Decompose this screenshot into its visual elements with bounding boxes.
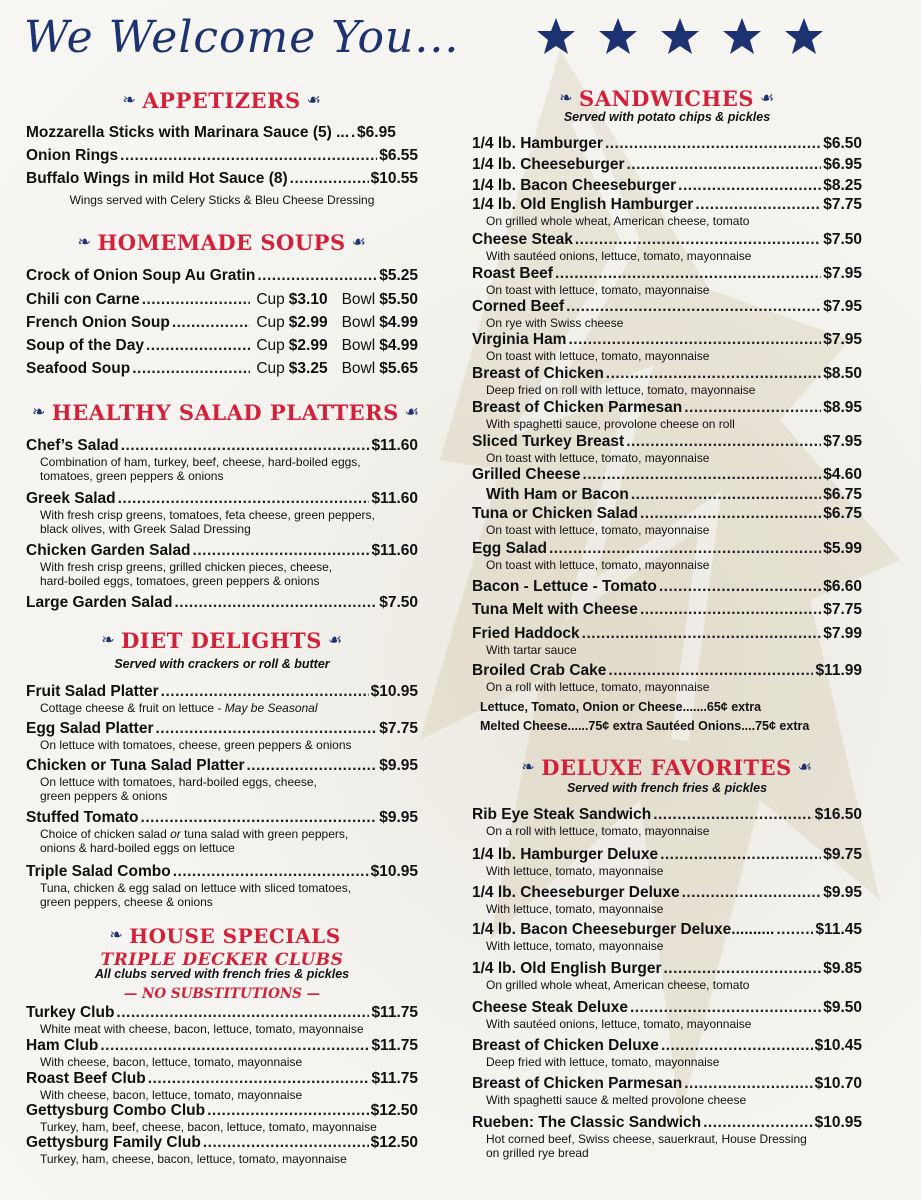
flourish-icon: ☙ [797,757,813,776]
soup-item: French Onion Soup ..... Cup $2.99 Bowl $4.99 [26,314,418,332]
soup-item: Chili con Carne ..... Cup $3.10 Bowl $5.50 [26,291,418,309]
menu-item: 1/4 lb. Cheeseburger ..... $6.95 [472,156,862,174]
star-icon [536,16,576,56]
sandwiches-subtitle: Served with potato chips & pickles [563,110,771,124]
menu-item: Cheese Steak ..... $7.50 With sautéed onions, lettuce, tomato, mayonnaise [472,231,862,263]
deluxe-heading: ❧ DELUXE FAVORITES ☙ [521,755,813,780]
salads-heading: ❧ HEALTHY SALAD PLATTERS ☙ [32,400,420,425]
menu-item: Mozzarella Sticks with Marinara Sauce (5) ... ..... $6.95 [26,124,418,142]
menu-item: Breast of Chicken Parmesan ..... $8.95 With spaghetti sauce, provolone cheese on roll [472,399,862,431]
appetizers-heading: ❧ APPETIZERS ☙ [122,88,322,113]
menu-item: Virginia Ham ..... $7.95 On toast with lettuce, tomato, mayonnaise [472,331,862,363]
extras-line: Melted Cheese......75¢ extra Sautéed Onions....75¢ extra [480,719,810,733]
triple-decker-heading: TRIPLE DECKER CLUBS [100,950,344,970]
menu-item: Crock of Onion Soup Au Gratin ..... $5.25 [26,267,418,285]
menu-item: 1/4 lb. Bacon Cheeseburger ..... $8.25 [472,177,862,195]
menu-item: Ham Club ..... $11.75 With cheese, bacon, lettuce, tomato, mayonnaise [26,1037,418,1069]
diet-subtitle: Served with crackers or roll & butter [114,657,330,671]
menu-item: 1/4 lb. Old English Hamburger ..... $7.75 On grilled whole wheat, American cheese, tomato [472,196,862,228]
star-icon [660,16,700,56]
soups-heading: ❧ HOMEMADE SOUPS ☙ [77,230,367,255]
flourish-icon: ❧ [521,757,536,776]
menu-item: Rib Eye Steak Sandwich ..... $16.50 On a roll with lettuce, tomato, mayonnaise [472,806,862,838]
menu-item: 1/4 lb. Old English Burger ..... $9.85 On grilled whole wheat, American cheese, tomato [472,960,862,992]
menu-item: Large Garden Salad ..... $7.50 [26,594,418,612]
menu-item: Onion Rings ..... $6.55 [26,147,418,165]
soup-item: Soup of the Day ..... Cup $2.99 Bowl $4.99 [26,337,418,355]
star-row [536,16,824,56]
menu-item: Gettysburg Family Club ..... $12.50 Turkey, ham, cheese, bacon, lettuce, tomato, mayonnaise [26,1134,418,1166]
flourish-icon: ❧ [101,630,116,649]
flourish-icon: ☙ [760,88,775,107]
extras-line: Lettuce, Tomato, Onion or Cheese.......65¢ extra [480,700,762,714]
item-note: Wings served with Celery Sticks & Bleu Cheese Dressing [69,193,375,207]
star-icon [722,16,762,56]
menu-item: With Ham or Bacon ..... $6.75 [472,486,862,504]
star-icon [598,16,638,56]
menu-item: Fried Haddock ..... $7.99 With tartar sauce [472,625,862,657]
menu-item: Tuna or Chicken Salad ..... $6.75 On toast with lettuce, tomato, mayonnaise [472,505,862,537]
menu-item: Breast of Chicken Deluxe ..... $10.45 Deep fried with lettuce, tomato, mayonnaise [472,1037,862,1069]
welcome-title: We Welcome You... [24,12,460,63]
menu-item: Breast of Chicken Parmesan ..... $10.70 With spaghetti sauce & melted provolone cheese [472,1075,862,1107]
menu-item: 1/4 lb. Bacon Cheeseburger Deluxe.......... ..... $11.45 With lettuce, tomato, mayonnaise [472,921,862,953]
menu-item: Tuna Melt with Cheese ..... $7.75 [472,601,862,619]
flourish-icon: ☙ [327,630,343,649]
menu-item: Grilled Cheese ..... $4.60 [472,466,862,484]
clubs-subtitle: All clubs served with french fries & pickles [94,967,350,981]
menu-item: Turkey Club ..... $11.75 White meat with cheese, bacon, lettuce, tomato, mayonnaise [26,1004,418,1036]
menu-item: Greek Salad ..... $11.60 With fresh crisp greens, tomatoes, feta cheese, green peppers, black olives, with Greek Salad Dressing [26,490,418,536]
menu-item: Triple Salad Combo ..... $10.95 Tuna, chicken & egg salad on lettuce with sliced tomatoes, green peppers, cheese & onions [26,863,418,909]
menu-item: Roast Beef Club ..... $11.75 With cheese, bacon, lettuce, tomato, mayonnaise [26,1070,418,1102]
menu-item: Fruit Salad Platter ..... $10.95 Cottage cheese & fruit on lettuce - May be Seasonal [26,683,418,715]
menu-item: Stuffed Tomato ..... $9.95 Choice of chicken salad or tuna salad with green peppers, onions & hard-boiled eggs on lettuce [26,809,418,855]
deluxe-subtitle: Served with french fries & pickles [566,781,768,795]
flourish-icon: ☙ [351,232,367,251]
diet-heading: ❧ DIET DELIGHTS ☙ [101,628,343,653]
flourish-icon: ❧ [32,402,46,421]
menu-item: Chef’s Salad ..... $11.60 Combination of ham, turkey, beef, cheese, hard-boiled eggs, tomatoes, green peppers & onions [26,437,418,483]
menu-item: Bacon - Lettuce - Tomato ..... $6.60 [472,578,862,596]
menu-item: 1/4 lb. Cheeseburger Deluxe ..... $9.95 With lettuce, tomato, mayonnaise [472,884,862,916]
menu-item: Gettysburg Combo Club ..... $12.50 Turkey, ham, beef, cheese, bacon, lettuce, tomato, mayonnaise [26,1102,418,1134]
menu-item: 1/4 lb. Hamburger ..... $6.50 [472,135,862,153]
star-icon [784,16,824,56]
flourish-icon: ☙ [404,402,420,421]
menu-item: Egg Salad ..... $5.99 On toast with lettuce, tomato, mayonnaise [472,540,862,572]
no-substitutions-note: — NO SUBSTITUTIONS — [123,986,321,1002]
sandwiches-heading: ❧ SANDWICHES ☙ [559,86,775,111]
menu-item: Roast Beef ..... $7.95 On toast with lettuce, tomato, mayonnaise [472,265,862,297]
menu-item: Egg Salad Platter ..... $7.75 On lettuce with tomatoes, cheese, green peppers & onions [26,720,418,752]
flourish-icon: ❧ [77,232,92,251]
flourish-icon: ❧ [122,90,137,109]
menu-item: 1/4 lb. Hamburger Deluxe ..... $9.75 With lettuce, tomato, mayonnaise [472,846,862,878]
menu-item: Broiled Crab Cake ..... $11.99 On a roll with lettuce, tomato, mayonnaise [472,662,862,694]
menu-item: Corned Beef ..... $7.95 On rye with Swiss cheese [472,298,862,330]
menu-item: Chicken Garden Salad ..... $11.60 With fresh crisp greens, grilled chicken pieces, cheese, hard-boiled eggs, tomatoes, green peppers & onions [26,542,418,588]
menu-item: Cheese Steak Deluxe ..... $9.50 With sautéed onions, lettuce, tomato, mayonnaise [472,999,862,1031]
menu-item: Sliced Turkey Breast ..... $7.95 On toast with lettuce, tomato, mayonnaise [472,433,862,465]
flourish-icon: ❧ [559,88,574,107]
flourish-icon: ☙ [306,90,322,109]
menu-item: Buffalo Wings in mild Hot Sauce (8) ..... $10.55 [26,170,418,188]
flourish-icon: ❧ [109,925,124,944]
soup-item: Seafood Soup ..... Cup $3.25 Bowl $5.65 [26,360,418,378]
menu-item: Chicken or Tuna Salad Platter ..... $9.95 On lettuce with tomatoes, hard-boiled eggs, cheese, green peppers & onions [26,757,418,803]
house-specials-heading: ❧ HOUSE SPECIALS [109,924,341,948]
menu-item: Rueben: The Classic Sandwich ..... $10.95 Hot corned beef, Swiss cheese, sauerkraut, House Dressing on grilled rye bread [472,1114,862,1160]
menu-item: Breast of Chicken ..... $8.50 Deep fried on roll with lettuce, tomato, mayonnaise [472,365,862,397]
